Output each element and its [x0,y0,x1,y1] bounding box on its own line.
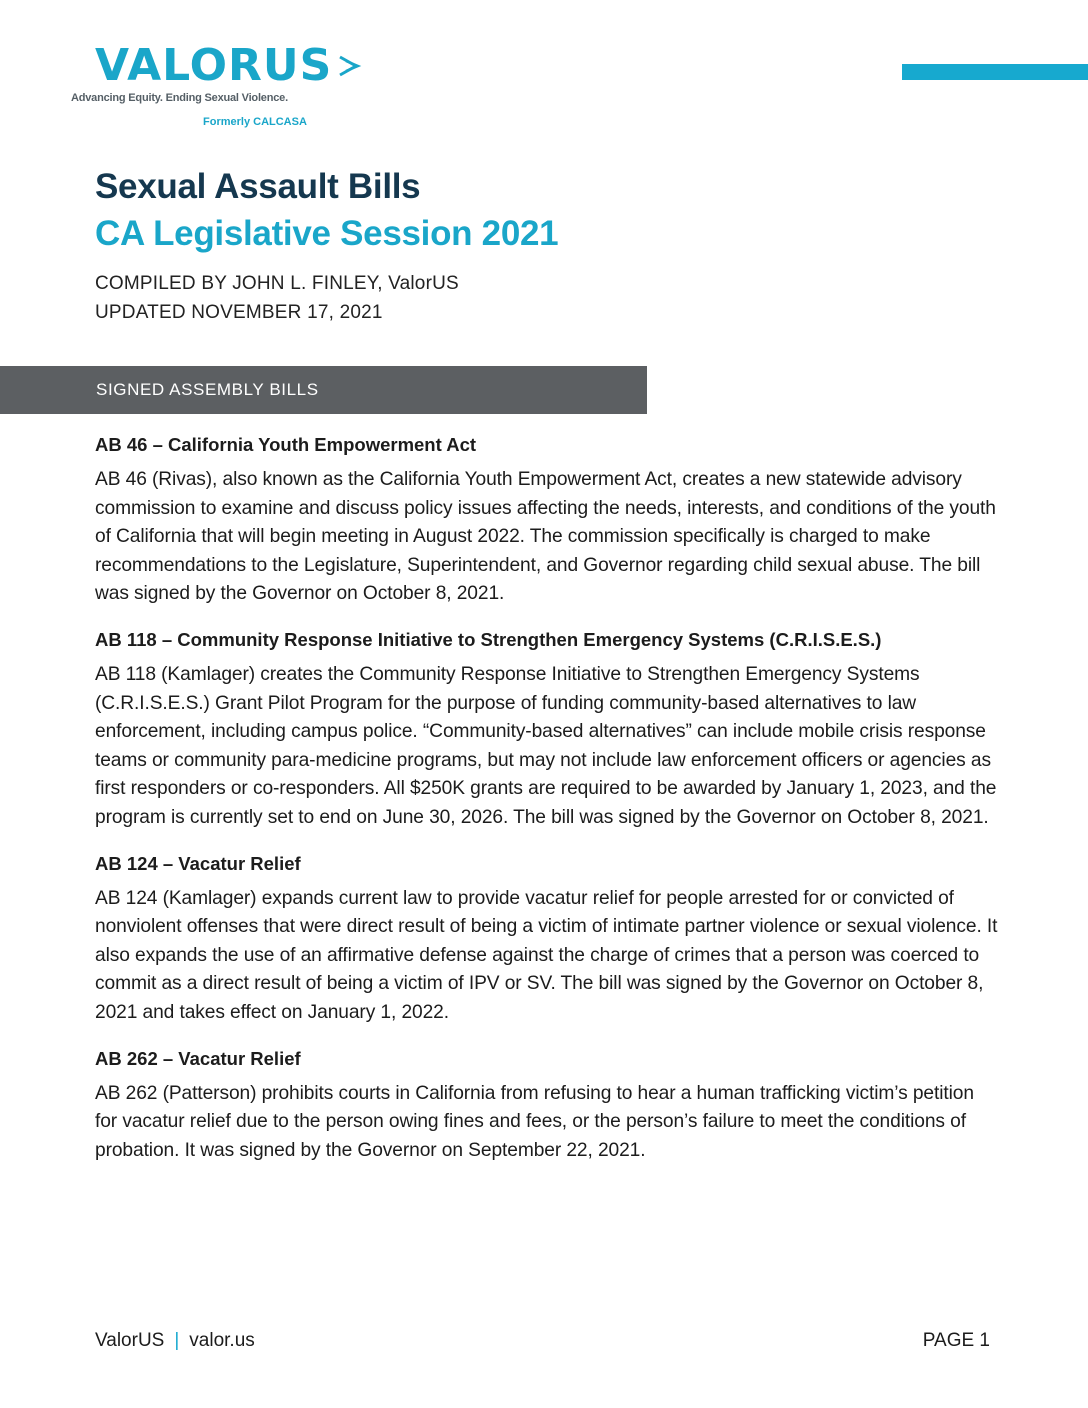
section-label: SIGNED ASSEMBLY BILLS [96,380,319,399]
bill-description: AB 118 (Kamlager) creates the Community Response Initiative to Strengthen Emergency Systems (C.R.I.S.E.S.) Grant Pilot Program for the purpose of funding community-based alternatives to law enforcement, including campus police. “Community-based alternatives” can include mobile crisis response teams or community para-medicine programs, but may not include law enforcement officers or agencies as first responders or co-responders. All $250K grants are required to be awarded by January 1, 2023, and the program is currently set to end on June 30, 2026. The bill was signed by the Governor on October 8, 2021. [95,663,997,828]
bill-item [95,627,1000,833]
footer-org-name: ValorUS [95,1330,165,1351]
page-title: Sexual Assault Bills [95,167,421,206]
compiled-by: COMPILED BY JOHN L. FINLEY, ValorUS [95,273,459,294]
page-number: PAGE 1 [922,1330,990,1351]
logo-wordmark [95,40,395,91]
updated-date: UPDATED NOVEMBER 17, 2021 [95,302,383,323]
bill-item [95,432,1000,609]
bill-item [95,1046,1000,1166]
header-accent-bar [902,64,1088,80]
bill-item [95,851,1000,1028]
bill-description: AB 124 (Kamlager) expands current law to provide vacatur relief for people arrested for or convicted of nonviolent offenses that were direct result of being a victim of intimate partner violence or sexual violence. It also expands the use of an affirmative defense against the charge of crimes that a person was coerced to commit as a direct result of being a victim of IPV or SV. The bill was signed by the Governor on October 8, 2021 and takes effect on January 1, 2022. [95,887,998,1023]
footer-org [95,1330,255,1352]
bill-description: AB 46 (Rivas), also known as the California Youth Empowerment Act, creates a new statewide advisory commission to examine and discuss policy issues affecting the needs, interests, and conditions of the youth of California that will begin meeting in August 2022. The commission specifically is charged to make recommendations to the Legislature, Superintendent, and Governor regarding child sexual abuse. The bill was signed by the Governor on October 8, 2021. [95,469,996,605]
footer-site-link[interactable]: valor.us [189,1330,255,1351]
footer-separator: | [174,1330,180,1351]
logo-tagline: Advancing Equity. Ending Sexual Violence. [71,92,288,104]
bill-heading: AB 262 – Vacatur Relief [95,1047,301,1069]
bill-list [95,432,1000,1183]
chevron-right-icon [336,51,364,81]
formerly-calcasa: Formerly CALCASA [203,116,307,128]
valorus-logo [71,40,395,128]
bill-heading: AB 118 – Community Response Initiative to Strengthen Emergency Systems (C.R.I.S.E.S.) [95,628,882,650]
page-subtitle: CA Legislative Session 2021 [95,214,559,253]
bill-heading: AB 46 – California Youth Empowerment Act [95,434,477,455]
bill-description: AB 262 (Patterson) prohibits courts in California from refusing to hear a human trafficking victim’s petition for vacatur relief due to the person owing fines and fees, or the person’s failure to meet the conditions of probation. It was signed by the Governor on September 22, 2021. [95,1082,974,1161]
section-header [0,366,647,414]
logo-text: VALORUS [95,40,333,91]
bill-heading: AB 124 – Vacatur Relief [95,852,301,874]
